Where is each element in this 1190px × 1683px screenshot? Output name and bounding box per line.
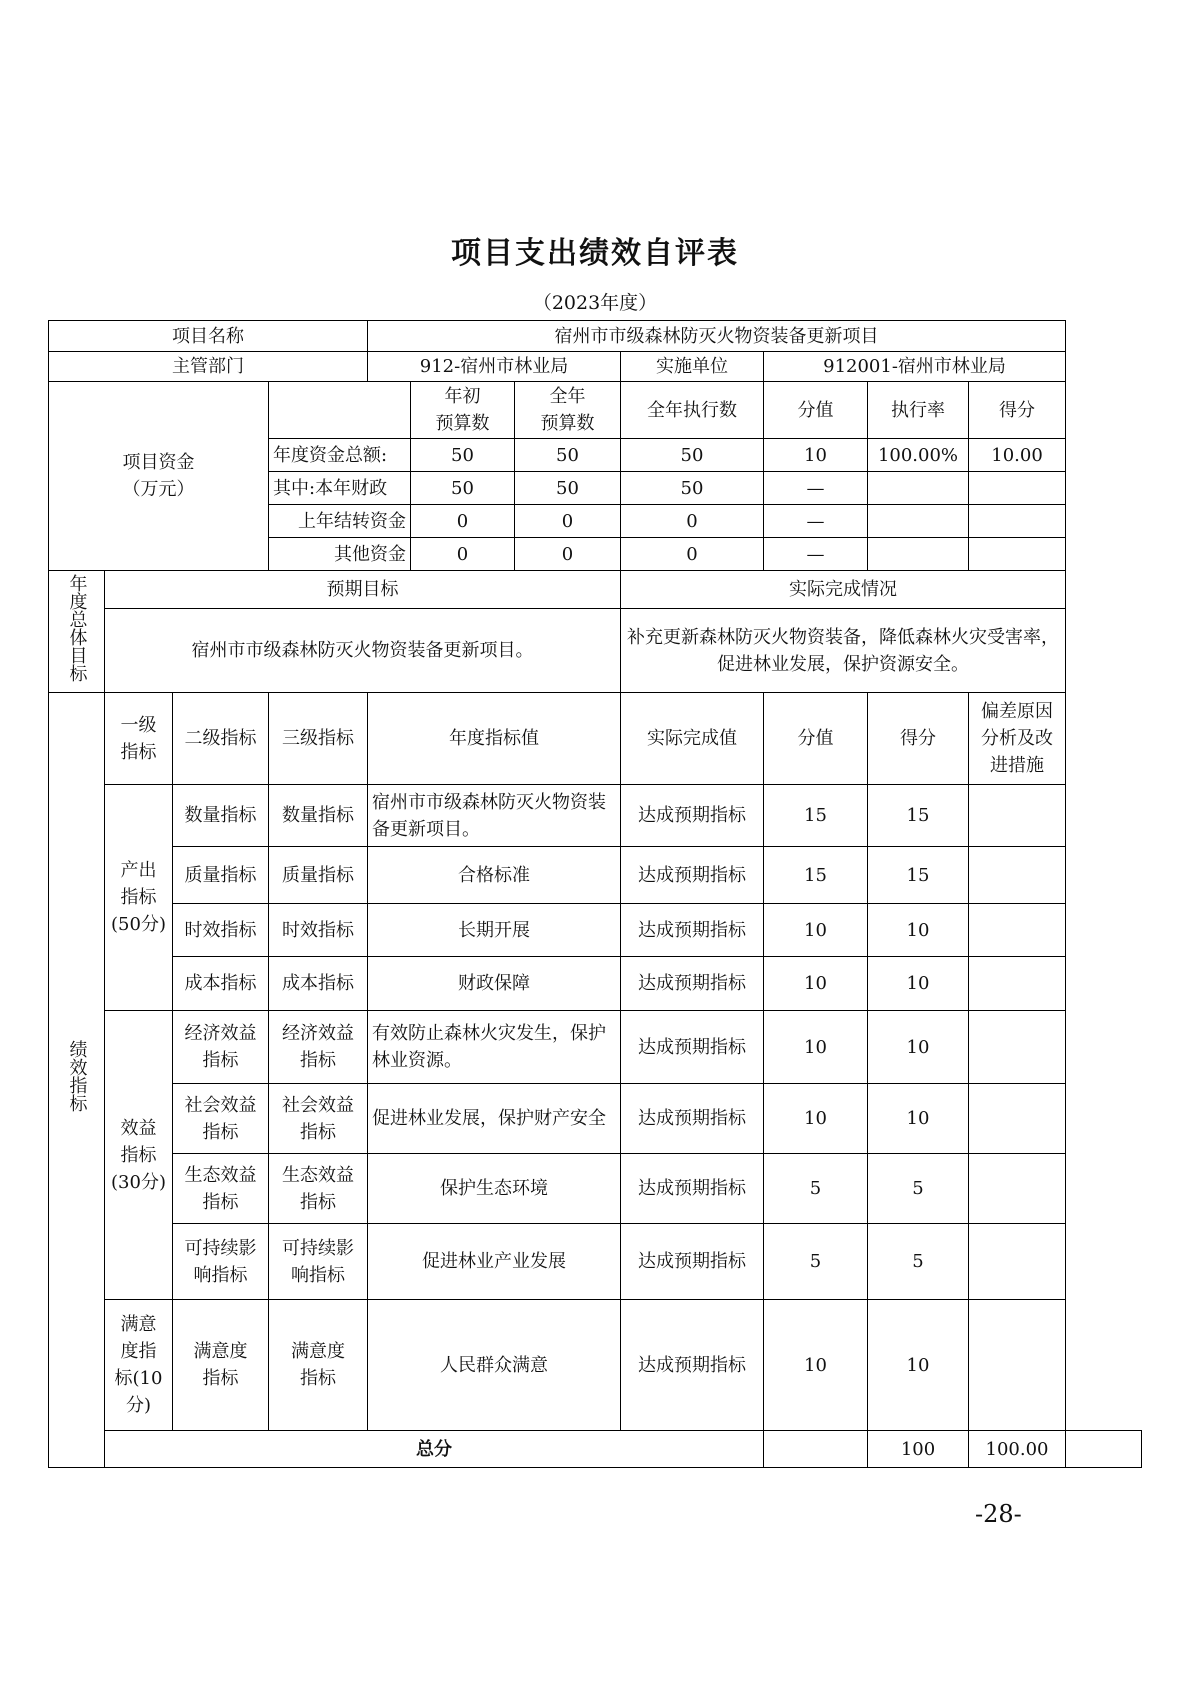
funds-row-full: 50 (515, 439, 621, 472)
header-score: 得分 (868, 693, 969, 785)
self-evaluation-table (48, 320, 1142, 1468)
project-name-value: 宿州市市级森林防灭火物资装备更新项目 (368, 321, 1066, 352)
reason-cell (969, 1011, 1066, 1084)
actual-cell: 达成预期指标 (621, 904, 764, 957)
funds-label (49, 382, 269, 571)
header-level1-line2: 指标 (120, 741, 157, 763)
level2-line2: 指标 (202, 1191, 239, 1213)
reason-cell (969, 904, 1066, 957)
funds-row-exec: 0 (621, 505, 764, 538)
funds-row-full: 50 (515, 472, 621, 505)
score-cell: 10 (868, 957, 969, 1011)
funds-row-exec: 0 (621, 538, 764, 571)
indicator-row (49, 1224, 1142, 1300)
header-target: 年度指标值 (368, 693, 621, 785)
goals-label-text: 年度总体目标 (66, 573, 88, 682)
funds-row-exec: 50 (621, 439, 764, 472)
reason-cell (969, 1154, 1066, 1224)
indicator-row (49, 847, 1142, 904)
header-level2: 二级指标 (173, 693, 269, 785)
target-cell: 保护生态环境 (368, 1154, 621, 1224)
total-row (49, 1431, 1142, 1468)
header-reason-line3: 进措施 (990, 755, 1045, 776)
funds-row-score-value: — (764, 472, 868, 505)
reason-cell (969, 847, 1066, 904)
level3-cell: 时效指标 (269, 904, 368, 957)
header-level1 (105, 693, 173, 785)
output-label-line2: 指标 (120, 887, 157, 908)
header-score: 得分 (969, 382, 1066, 439)
score-cell: 10 (868, 1011, 969, 1084)
funds-row-rate (868, 538, 969, 571)
target-cell: 促进林业产业发展 (368, 1224, 621, 1300)
funds-row-label: 年度资金总额: (269, 439, 411, 472)
funds-row-rate (868, 505, 969, 538)
level3-cell: 质量指标 (269, 847, 368, 904)
funds-row-score-value: — (764, 538, 868, 571)
level2-cell: 质量指标 (173, 847, 269, 904)
satisfaction-indicators-label (105, 1300, 173, 1431)
target-cell: 促进林业发展，保护财产安全 (368, 1084, 621, 1154)
project-name-row (49, 321, 1142, 352)
funds-row-label: 其中:本年财政 (269, 472, 411, 505)
score-value-cell: 10 (764, 957, 868, 1011)
department-row (49, 352, 1142, 382)
funds-header-row (49, 382, 1142, 439)
level3-cell (269, 1154, 368, 1224)
header-full-line2: 预算数 (540, 413, 595, 434)
header-full-budget (515, 382, 621, 439)
level2-line2: 指标 (202, 1121, 239, 1143)
score-value-cell: 15 (764, 785, 868, 847)
department-value: 912-宿州市林业局 (368, 352, 621, 382)
header-initial-budget (411, 382, 515, 439)
actual-cell: 达成预期指标 (621, 1224, 764, 1300)
total-score: 100.00 (969, 1431, 1066, 1468)
actual-goal: 补充更新森林防灭火物资装备，降低森林火灾受害率，促进林业发展，保护资源安全。 (621, 609, 1066, 693)
header-level3: 三级指标 (269, 693, 368, 785)
funds-header-blank (269, 382, 411, 439)
level3-cell (269, 1224, 368, 1300)
indicator-row (49, 957, 1142, 1011)
indicator-row (49, 1084, 1142, 1154)
header-exec: 全年执行数 (621, 382, 764, 439)
actual-cell: 达成预期指标 (621, 1011, 764, 1084)
funds-row-score: 10.00 (969, 439, 1066, 472)
header-actual: 实际完成值 (621, 693, 764, 785)
funds-row-score (969, 538, 1066, 571)
goals-label (49, 571, 105, 693)
total-blank (764, 1431, 868, 1468)
indicator-row (49, 1300, 1142, 1431)
level2-line1: 可持续影 (184, 1237, 257, 1259)
funds-row-rate: 100.00% (868, 439, 969, 472)
page-number: -28- (975, 1500, 1022, 1528)
level2-cell: 时效指标 (173, 904, 269, 957)
department-label: 主管部门 (49, 352, 368, 382)
funds-label-line2: （万元） (122, 479, 195, 500)
header-rate: 执行率 (868, 382, 969, 439)
indicators-label (49, 693, 105, 1468)
level3-cell: 成本指标 (269, 957, 368, 1011)
level2-cell (173, 1011, 269, 1084)
benefit-indicators-label (105, 1011, 173, 1300)
funds-row-initial: 0 (411, 538, 515, 571)
header-full-line1: 全年 (549, 386, 586, 407)
indicator-row (49, 904, 1142, 957)
header-reason-line1: 偏差原因 (981, 701, 1054, 722)
satisfaction-label-line1: 满意 (120, 1314, 157, 1335)
level3-line1: 生态效益 (282, 1164, 354, 1186)
level3-cell (269, 1084, 368, 1154)
reason-cell (969, 957, 1066, 1011)
target-cell: 人民群众满意 (368, 1300, 621, 1431)
score-cell: 10 (868, 904, 969, 957)
funds-row-score-value: — (764, 505, 868, 538)
header-initial-line1: 年初 (444, 386, 481, 407)
level2-line2: 指标 (202, 1368, 239, 1389)
header-initial-line2: 预算数 (435, 413, 490, 434)
score-value-cell: 10 (764, 1300, 868, 1431)
goals-header-row (49, 571, 1142, 609)
level3-line1: 可持续影 (282, 1237, 354, 1259)
expected-goal-header: 预期目标 (105, 571, 621, 609)
total-score-value: 100 (868, 1431, 969, 1468)
reason-cell (969, 1300, 1066, 1431)
actual-cell: 达成预期指标 (621, 785, 764, 847)
actual-cell: 达成预期指标 (621, 847, 764, 904)
output-label-line3: (50分) (111, 914, 166, 935)
level2-cell (173, 1154, 269, 1224)
level3-line2: 指标 (300, 1368, 336, 1389)
header-level1-line1: 一级 (120, 714, 157, 736)
indicators-label-text: 绩效指标 (66, 1040, 88, 1112)
benefit-label-line3: (30分) (111, 1171, 166, 1193)
level3-cell (269, 1011, 368, 1084)
level2-line1: 经济效益 (184, 1023, 257, 1044)
document-title: 项目支出绩效自评表 (451, 236, 739, 271)
benefit-label-line1: 效益 (120, 1117, 157, 1139)
score-value-cell: 10 (764, 1084, 868, 1154)
satisfaction-label-line2: 度指 (120, 1341, 157, 1362)
actual-goal-header: 实际完成情况 (621, 571, 1066, 609)
level3-line2: 指标 (300, 1191, 336, 1213)
output-label-line1: 产出 (120, 860, 157, 881)
score-value-cell: 10 (764, 1011, 868, 1084)
implementing-unit-label: 实施单位 (621, 352, 764, 382)
actual-cell: 达成预期指标 (621, 957, 764, 1011)
reason-cell (969, 1084, 1066, 1154)
goals-content-row (49, 609, 1142, 693)
header-reason (969, 693, 1066, 785)
funds-row-initial: 0 (411, 505, 515, 538)
level2-cell: 成本指标 (173, 957, 269, 1011)
level3-line2: 指标 (300, 1050, 336, 1071)
actual-cell: 达成预期指标 (621, 1154, 764, 1224)
target-cell: 合格标准 (368, 847, 621, 904)
level2-cell: 数量指标 (173, 785, 269, 847)
total-label: 总分 (105, 1431, 764, 1468)
level3-cell (269, 1300, 368, 1431)
indicator-row (49, 1011, 1142, 1084)
funds-row-score (969, 472, 1066, 505)
level2-cell (173, 1300, 269, 1431)
score-cell: 10 (868, 1300, 969, 1431)
target-cell: 长期开展 (368, 904, 621, 957)
header-reason-line2: 分析及改 (981, 728, 1054, 749)
funds-row-initial: 50 (411, 472, 515, 505)
project-name-label: 项目名称 (49, 321, 368, 352)
reason-cell (969, 785, 1066, 847)
level3-cell: 数量指标 (269, 785, 368, 847)
satisfaction-label-line3: 标(10 (114, 1368, 163, 1389)
level3-line2: 指标 (300, 1121, 336, 1143)
score-cell: 15 (868, 785, 969, 847)
funds-row-initial: 50 (411, 439, 515, 472)
target-cell: 宿州市市级森林防灭火物资装备更新项目。 (368, 785, 621, 847)
output-indicators-label (105, 785, 173, 1011)
indicator-row (49, 785, 1142, 847)
document-subtitle: （2023年度） (532, 292, 658, 314)
funds-row-score (969, 505, 1066, 538)
score-cell: 15 (868, 847, 969, 904)
score-value-cell: 5 (764, 1224, 868, 1300)
funds-row-label: 上年结转资金 (269, 505, 411, 538)
level2-line1: 生态效益 (184, 1164, 257, 1186)
level3-line2: 响指标 (291, 1264, 345, 1286)
actual-cell: 达成预期指标 (621, 1300, 764, 1431)
level3-line1: 经济效益 (282, 1023, 354, 1044)
level2-line2: 响指标 (193, 1264, 248, 1286)
header-score-value: 分值 (764, 693, 868, 785)
implementing-unit-value: 912001-宿州市林业局 (764, 352, 1066, 382)
funds-row-full: 0 (515, 505, 621, 538)
level2-cell (173, 1084, 269, 1154)
satisfaction-label-line4: 分) (125, 1395, 152, 1416)
reason-cell (969, 1224, 1066, 1300)
score-cell: 5 (868, 1224, 969, 1300)
benefit-label-line2: 指标 (120, 1144, 157, 1166)
score-cell: 10 (868, 1084, 969, 1154)
level2-cell (173, 1224, 269, 1300)
level2-line2: 指标 (202, 1050, 239, 1071)
score-value-cell: 15 (764, 847, 868, 904)
expected-goal: 宿州市市级森林防灭火物资装备更新项目。 (105, 609, 621, 693)
indicator-header-row (49, 693, 1142, 785)
funds-row-exec: 50 (621, 472, 764, 505)
indicator-row (49, 1154, 1142, 1224)
level2-line1: 社会效益 (184, 1094, 257, 1116)
funds-row-full: 0 (515, 538, 621, 571)
header-score-value: 分值 (764, 382, 868, 439)
funds-row-label: 其他资金 (269, 538, 411, 571)
funds-label-line1: 项目资金 (122, 452, 195, 473)
level3-line1: 社会效益 (282, 1094, 354, 1116)
score-value-cell: 10 (764, 904, 868, 957)
level2-line1: 满意度 (193, 1341, 248, 1362)
funds-row-rate (868, 472, 969, 505)
score-value-cell: 5 (764, 1154, 868, 1224)
target-cell: 财政保障 (368, 957, 621, 1011)
target-cell: 有效防止森林火灾发生，保护林业资源。 (368, 1011, 621, 1084)
score-cell: 5 (868, 1154, 969, 1224)
funds-row-score-value: 10 (764, 439, 868, 472)
level3-line1: 满意度 (291, 1341, 345, 1362)
actual-cell: 达成预期指标 (621, 1084, 764, 1154)
total-reason (1066, 1431, 1142, 1468)
